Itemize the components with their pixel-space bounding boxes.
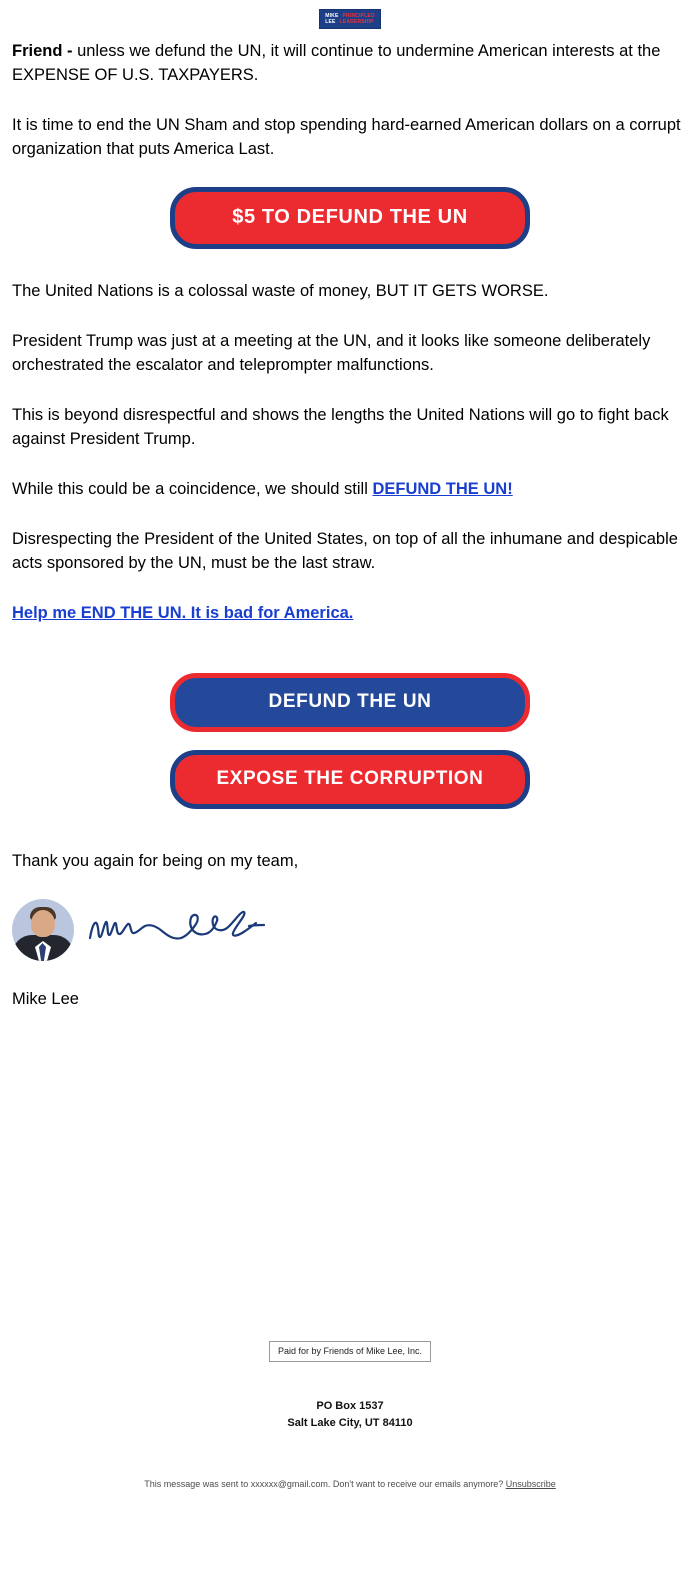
paragraph-2: It is time to end the UN Sham and stop spending hard-earned American dollars on a corrupt organization that puts America Last. — [12, 116, 681, 158]
unsubscribe-row — [0, 1479, 700, 1529]
signature-row — [0, 899, 700, 961]
spacer — [0, 249, 700, 279]
logo-container — [0, 0, 700, 39]
address-line-1: PO Box 1537 — [316, 1400, 384, 1412]
paragraph-4: President Trump was just at a meeting at the UN, and it looks like someone deliberately orchestrated the escalator and teleprompter malfunctions. — [12, 332, 651, 374]
cta-1-container — [0, 187, 700, 249]
paid-for-disclaimer: Paid for by Friends of Mike Lee, Inc. — [269, 1341, 431, 1362]
logo-text-principled: PRINCIPLED — [342, 13, 375, 19]
spacer — [0, 809, 700, 849]
avatar-face — [31, 910, 55, 937]
logo-text-mike: MIKE — [325, 13, 339, 19]
cta-3-container — [0, 750, 700, 809]
footer — [0, 1341, 700, 1529]
intro-copy — [0, 39, 700, 161]
paragraph-6-text: While this could be a coincidence, we should still — [12, 480, 373, 498]
signature-image — [86, 900, 286, 960]
donate-5-button[interactable]: $5 TO DEFUND THE UN — [170, 187, 530, 249]
address-line-2: Salt Lake City, UT 84110 — [287, 1417, 413, 1429]
paragraph-1 — [12, 39, 688, 87]
salutation: Friend - — [12, 42, 73, 60]
mike-lee-logo — [319, 9, 381, 29]
main-copy — [0, 279, 700, 625]
paragraph-7: Disrespecting the President of the United States, on top of all the inhumane and despicable acts sponsored by the UN, must be the last straw. — [12, 530, 678, 572]
cta-2-container — [0, 673, 700, 732]
paragraph-6 — [12, 477, 688, 501]
expose-the-corruption-button[interactable]: EXPOSE THE CORRUPTION — [170, 750, 530, 809]
paragraph-1-text: unless we defund the UN, it will continue to undermine American interests at the EXPENSE OF U.S. TAXPAYERS. — [12, 42, 661, 84]
paragraph-3: The United Nations is a colossal waste of money, BUT IT GETS WORSE. — [12, 282, 549, 300]
paragraph-5: This is beyond disrespectful and shows the lengths the United Nations will go to fight back against President Trump. — [12, 406, 669, 448]
unsubscribe-text: This message was sent to xxxxxx@gmail.com. Don't want to receive our emails anymore? — [144, 1479, 506, 1489]
signoff-text: Thank you again for being on my team, — [12, 852, 299, 870]
avatar — [12, 899, 74, 961]
logo-text-leadership: LEADERSHIP — [339, 19, 374, 25]
help-end-the-un-link[interactable]: Help me END THE UN. It is bad for America. — [12, 604, 354, 622]
paragraph-8 — [12, 601, 688, 625]
sender-name: Mike Lee — [12, 990, 79, 1008]
logo-text-lee: LEE — [325, 19, 336, 25]
defund-the-un-button[interactable]: DEFUND THE UN — [170, 673, 530, 732]
logo-line-2 — [325, 19, 375, 25]
spacer — [0, 732, 700, 750]
defund-the-un-link[interactable]: DEFUND THE UN! — [372, 480, 513, 498]
unsubscribe-link[interactable]: Unsubscribe — [505, 1479, 556, 1489]
spacer — [0, 651, 700, 673]
mailing-address — [0, 1398, 700, 1432]
signoff-block — [0, 849, 700, 873]
